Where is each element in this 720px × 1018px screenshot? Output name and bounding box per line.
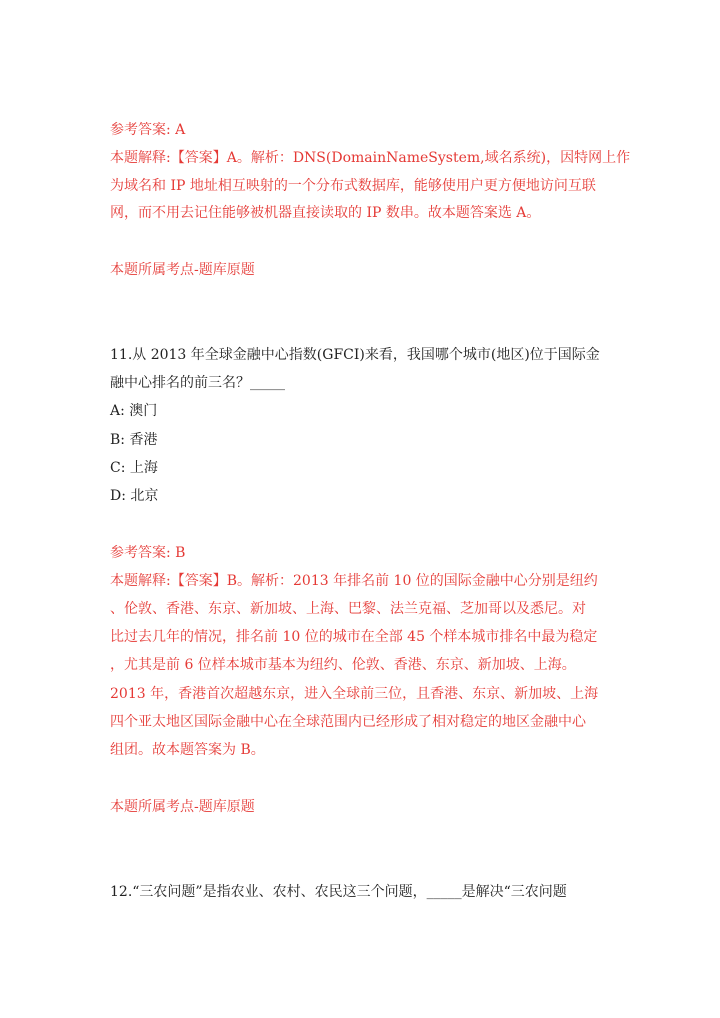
- q11-explanation-line-1: 本题解释:【答案】B。解析：2013 年排名前 10 位的国际金融中心分别是纽约: [110, 573, 598, 589]
- q10-explanation-line-3: 网，而不用去记住能够被机器直接读取的 IP 数串。故本题答案选 A。: [110, 205, 541, 221]
- q10-explanation-line-2: 为域名和 IP 地址相互映射的一个分布式数据库，能够使用户更方便地访问互联: [110, 178, 596, 194]
- q11-explanation-line-4: ，尤其是前 6 位样本城市基本为纽约、伦敦、香港、东京、新加坡、上海。: [110, 657, 576, 673]
- q10-category: 本题所属考点-题库原题: [110, 262, 255, 278]
- q11-answer: 参考答案: B: [110, 545, 186, 561]
- q11-option-a: A: 澳门: [110, 403, 158, 419]
- q11-stem-line-2: 融中心排名的前三名？_____: [110, 375, 285, 391]
- q11-explanation-line-7: 组团。故本题答案为 B。: [110, 742, 265, 758]
- q11-option-d: D: 北京: [110, 488, 159, 504]
- q11-explanation-line-5: 2013 年，香港首次超越东京，进入全球前三位，且香港、东京、新加坡、上海: [110, 686, 599, 702]
- q11-category: 本题所属考点-题库原题: [110, 799, 255, 815]
- q11-explanation-line-2: 、伦敦、香港、东京、新加坡、上海、巴黎、法兰克福、芝加哥以及悉尼。对: [110, 601, 586, 617]
- q11-explanation-line-3: 比过去几年的情况，排名前 10 位的城市在全部 45 个样本城市排名中最为稳定: [110, 629, 598, 645]
- q10-explanation-line-1: 本题解释:【答案】A。解析：DNS(DomainNameSystem,域名系统)，因特网上作: [110, 150, 631, 166]
- q11-stem-line-1: 11.从 2013 年全球金融中心指数(GFCI)来看，我国哪个城市(地区)位于国际金: [110, 347, 600, 363]
- q11-explanation-line-6: 四个亚太地区国际金融中心在全球范围内已经形成了相对稳定的地区金融中心: [110, 714, 586, 730]
- q10-answer: 参考答案: A: [110, 122, 186, 138]
- q11-option-c: C: 上海: [110, 460, 158, 476]
- q12-stem-line-1: 12.“三农问题”是指农业、农村、农民这三个问题，_____是解决“三农问题: [110, 884, 567, 900]
- q11-option-b: B: 香港: [110, 432, 158, 448]
